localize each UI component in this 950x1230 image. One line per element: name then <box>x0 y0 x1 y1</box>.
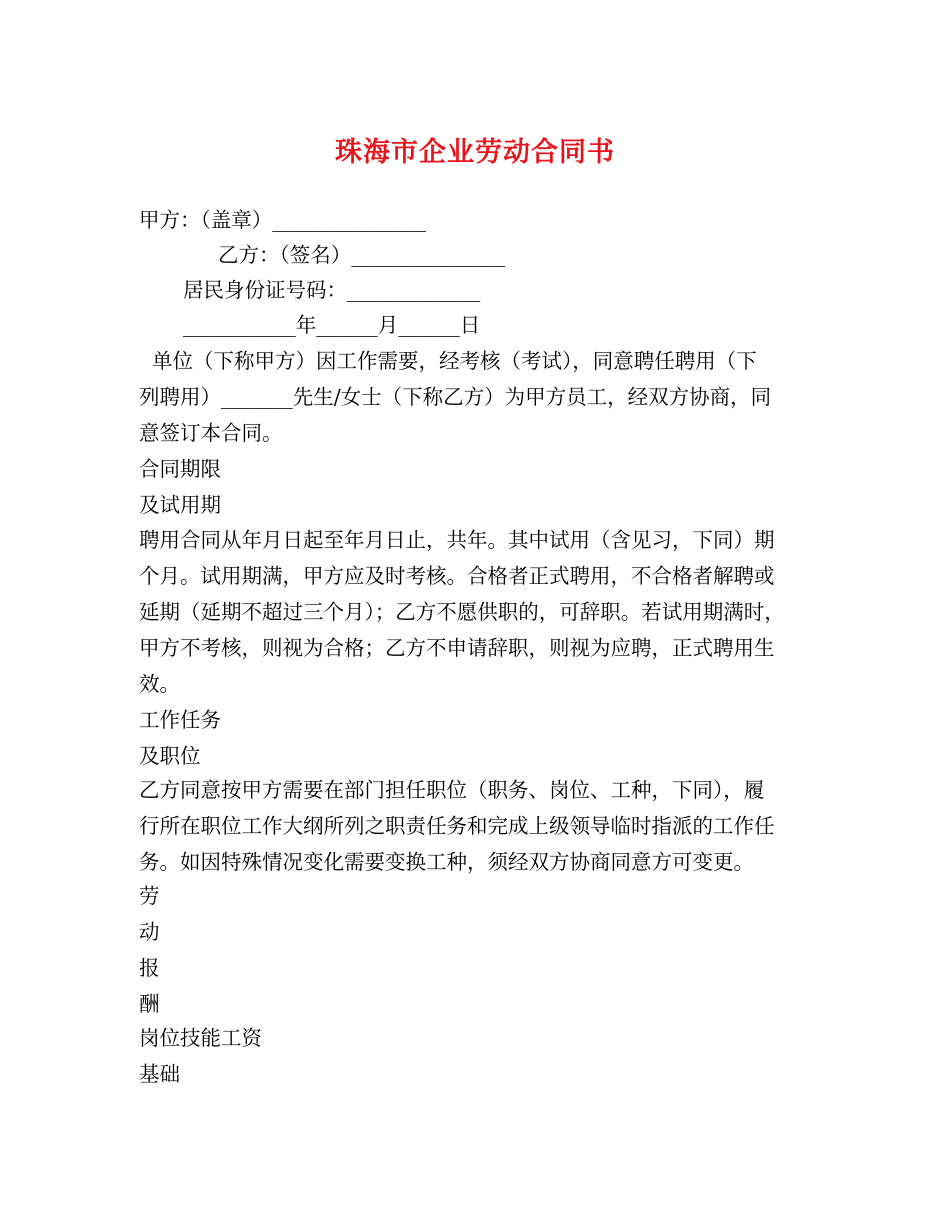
party-b-line: 乙方：（签名）_______________ <box>218 243 505 267</box>
text-line: 效。 <box>139 672 180 696</box>
heading-line: 及职位 <box>139 744 201 768</box>
section-heading-contract-term <box>139 451 819 523</box>
heading-line: 合同期限 <box>139 457 221 481</box>
section-contract-term-text <box>139 522 819 702</box>
intro-paragraph <box>139 343 819 451</box>
heading-line: 工作任务 <box>139 708 221 732</box>
heading-line: 及试用期 <box>139 493 221 517</box>
text-line: 列聘用）_______先生/女士（下称乙方）为甲方员工，经双方协商，同 <box>139 385 772 409</box>
party-a-line: 甲方：（盖章）_______________ <box>139 208 426 232</box>
heading-line: 动 <box>139 920 160 944</box>
date-line: ___________年______月______日 <box>183 313 481 337</box>
heading-line: 劳 <box>139 884 160 908</box>
heading-line: 基础 <box>139 1062 180 1086</box>
text-line: 意签订本合同。 <box>139 421 283 445</box>
section-work-tasks-text <box>139 772 819 880</box>
document-title: 珠海市企业劳动合同书 <box>335 137 615 168</box>
text-line: 聘用合同从年月日起至年月日止，共年。其中试用（含见习，下同）期 <box>139 528 775 552</box>
section-heading-wage <box>139 1020 819 1092</box>
id-number-line: 居民身份证号码：_____________ <box>183 278 481 302</box>
text-line: 甲方不考核，则视为合格；乙方不申请辞职，则视为应聘，正式聘用生 <box>139 636 775 660</box>
text-line: 行所在职位工作大纲所列之职责任务和完成上级领导临时指派的工作任 <box>139 814 775 838</box>
text-line: 延期（延期不超过三个月）；乙方不愿供职的，可辞职。若试用期满时， <box>139 600 785 624</box>
heading-line: 岗位技能工资 <box>139 1026 262 1050</box>
text-line: 个月。试用期满，甲方应及时考核。合格者正式聘用，不合格者解聘或 <box>139 564 775 588</box>
text-line: 务。如因特殊情况变化需要变换工种，须经双方协商同意方可变更。 <box>139 850 754 874</box>
heading-line: 报 <box>139 956 160 980</box>
section-heading-work-tasks <box>139 702 819 774</box>
text-line: 乙方同意按甲方需要在部门担任职位（职务、岗位、工种，下同），履 <box>139 778 765 802</box>
heading-line: 酬 <box>139 992 160 1016</box>
section-heading-remuneration <box>139 878 819 1022</box>
text-line: 单位（下称甲方）因工作需要，经考核（考试），同意聘任聘用（下 <box>139 349 757 373</box>
